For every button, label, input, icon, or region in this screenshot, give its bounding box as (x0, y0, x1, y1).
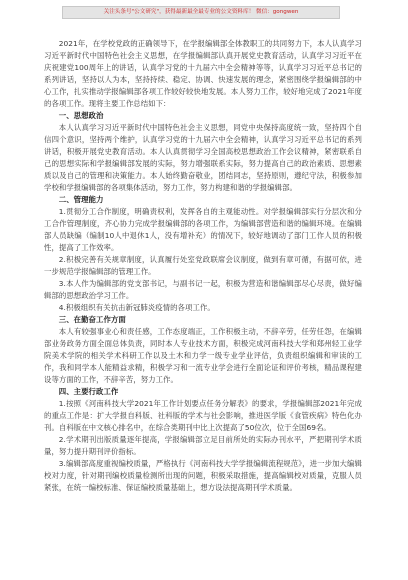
section-heading-admin: 四、主要行政工作 (58, 387, 119, 396)
admin-item-1: 1.按照《河南科技大学2021年工作计划要点任务分解表》的要求，学报编辑部2021年完成的重点工作是：扩大学报自科版、社科版的学术与社会影响，推进医学版《食管疾病》特色化办刊。自科版在中文核心排名中，在综合类期刊中比上次提高了50位次，位于全国69名。 (44, 399, 362, 432)
management-item-1: 1.贯彻分工合作制度，明确责权利，发挥各自的主观能动性。对学报编辑部实行分层次和分工合作管理制度，齐心协力完成学报编辑部的各项工作，为编辑部营造和谐的编辑环境。在编辑部人员缺编（编制10人中退休1人，没有增补充）的情况下，较好地调动了部门工作人员的积极性，提高了工作效率。 (44, 207, 362, 252)
management-item-2: 2.积极完善有关规章制度，认真履行处室党政联席会议制度，做到有章可循，有据可依，进一步规范学报编辑部的管理工作。 (44, 255, 362, 276)
intro-paragraph: 2021年，在学校党政的正确领导下，在学报编辑部全体教职工的共同努力下，本人认真学习习近平新时代中国特色社会主义思想，在学报编辑部认真开展党史教育活动，认真学习习近平在庆祝建党100周年上的讲话，认真学习党的十九届六中全会精神等等，认真学习习近平总书记的系列讲话，坚持以人为本，坚持持续、稳定、协调、快速发展的理念，紧密围绕学报编辑部的中心工作，扎实推动学报编辑部各项工作较好较快地发展。本人努力工作，较好地完成了2021年度的各项工作。现将主要工作总结如下： (44, 39, 362, 108)
top-promo-banner[interactable] (62, 6, 340, 19)
document-body (44, 38, 362, 494)
diligence-paragraph: 本人有较强事业心和责任感，工作态度端正，工作积极主动，不辞辛劳，任劳任怨，在编辑部业务政务方面全面总体负责，同时本人专业技术方面，积极完成河南科技大学和郑州轻工业学院美术学院的相关学术科研工作以及土木和力学一级专业学业评估，负责组织编辑和审读的工作，我和同学本人能精益求精，积极学习和一流专业学会进行全面论证和评价考核，精品课程建设等方面的工作，不辞辛苦，努力工作。 (44, 327, 362, 384)
management-item-3: 3.本人作为编辑部的党支部书记，与副书记一起，积极为营造和谐编辑部尽心尽责，做好编辑部的思想政治学习工作。 (44, 279, 362, 300)
management-item-4: 4.积极组织有关抗击新冠肺炎疫情的各项工作。 (58, 303, 215, 312)
admin-item-3: 3.编辑部高度重视编校质量，严格执行《河南科技大学学报编辑流程规范》，进一步加大编辑校对力度，针对期刊编校质量检测所出现的问题，积极采取措施，提高编辑校对质量，克服人员紧张，在统一编校标准、保证编校质量基础上，想方设法提高期刊学术质量。 (44, 459, 362, 492)
banner-text: 关注头条号"公文研究"，获得最新最全最专业的公文资料库！ 微信：gongwen (103, 9, 299, 15)
section-heading-management: 二、管理能力 (58, 195, 104, 204)
section-heading-politics: 一、思想政治 (58, 111, 104, 120)
politics-paragraph: 本人认真学习习近平新时代中国特色社会主义思想，同党中央保持高度统一致，坚持四个自信四个意识，坚持两个维护，认真学习党的十九届六中全会精神，认真学习习近平总书记的系列讲话，积极开展党史教育活动。本人认真贯彻学习全国高校思想政治工作会议精神，紧密联系自己的思想实际和学报编辑部发展的实际，努力增强联系实际，努力提高自己的政治素质、思想素质以及自己的管理和决策能力。本人始终勤奋敬业，团结同志，坚持原则，遵纪守法，积极参加学校和学报编辑部的各项集体活动，努力工作，努力构建和谐的学报编辑部。 (44, 123, 362, 192)
admin-item-2: 2.学术期刊出版质量逐年提高，学报编辑部立足目前所处的实际办刊水平，严把期刊学术质量，努力提升期刊评价指标。 (44, 435, 362, 456)
section-heading-diligence: 三、在勤奋工作方面 (58, 315, 126, 324)
